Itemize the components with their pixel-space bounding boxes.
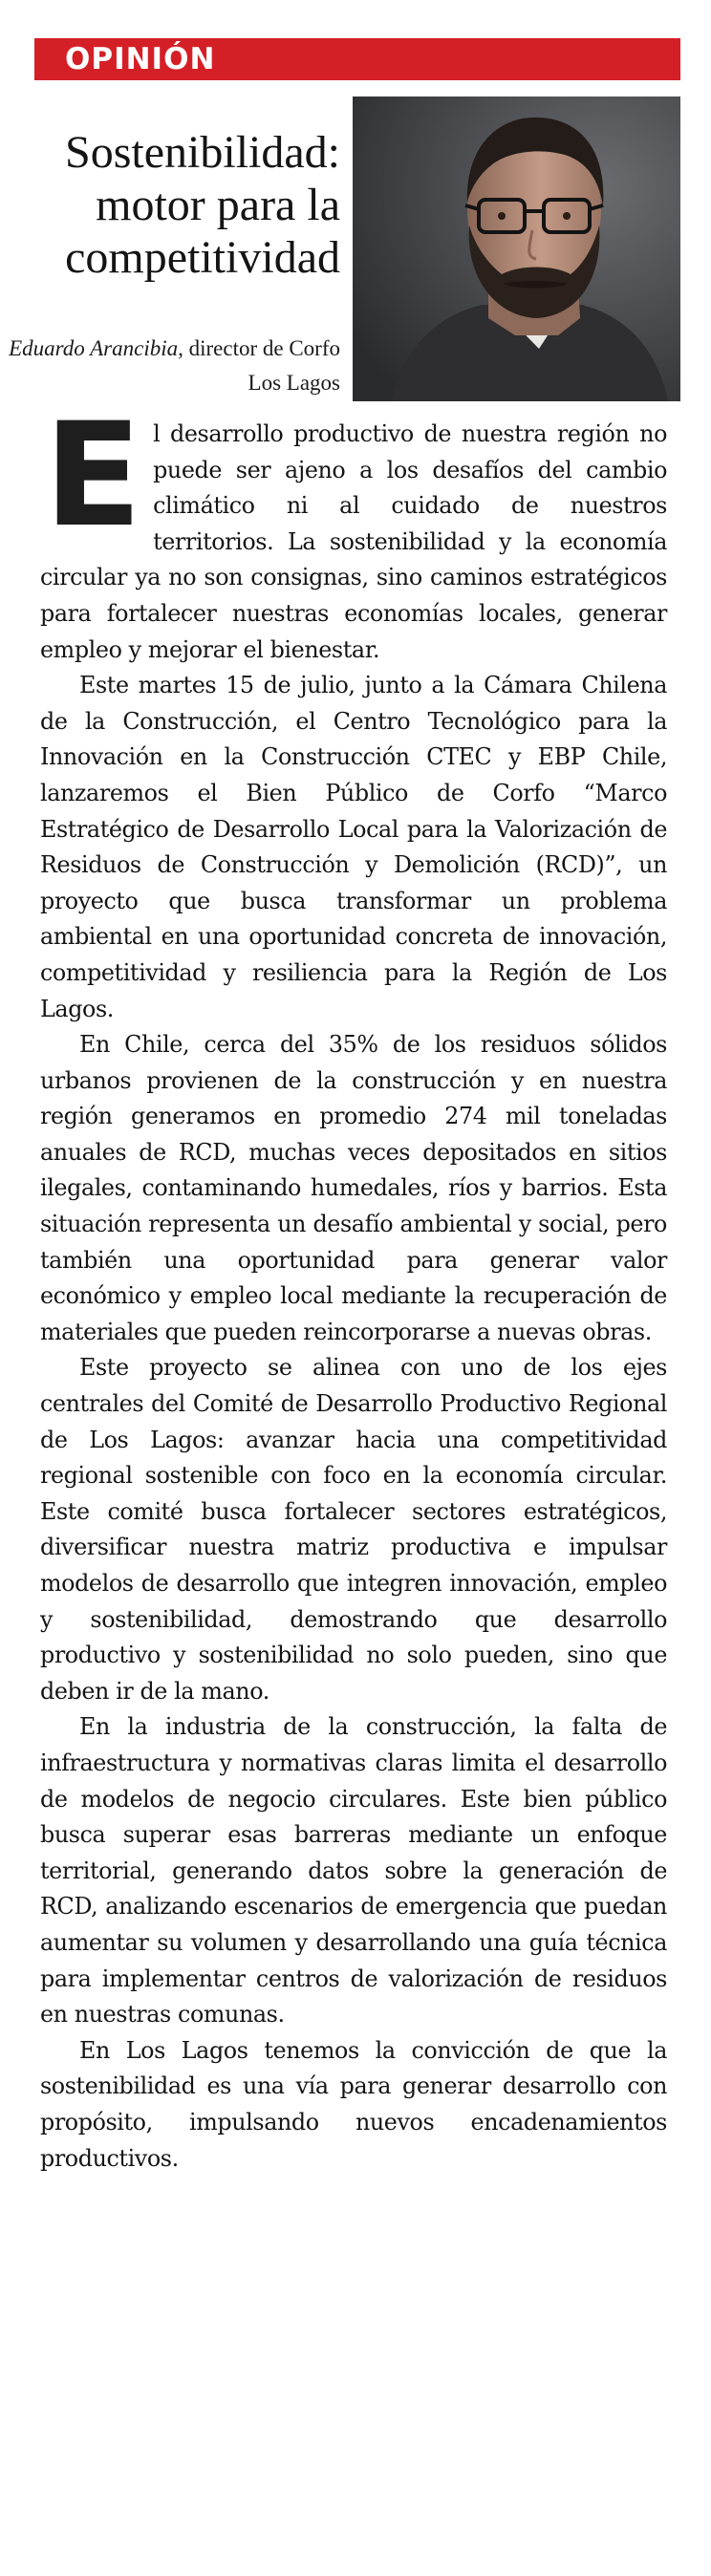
author-photo [353,97,680,401]
lead-paragraph [40,393,667,668]
author-name: Eduardo Arancibia, [9,336,183,360]
drop-cap: E [44,393,142,559]
author-role: director de Corfo Los Lagos [183,336,340,395]
body-paragraph: Este martes 15 de julio, junto a la Cámara Chilena de la Construcción, el Centro Tecnológico para la Innovación en la Construcción CTEC y EBP Chile, lanzaremos el Bien Público de Corfo “Marco Estratégico de Desarrollo Local para la Valorización de Residuos de Construcción y Demolición (RCD)”, un proyecto que busca transformar un problema ambiental en una oportunidad concreta de innovación, competitividad y resiliencia para la Región de Los Lagos. [40,672,667,1022]
body-paragraph: En Chile, cerca del 35% de los residuos sólidos urbanos provienen de la construcción y en nuestra región generamos en promedio 274 mil toneladas anuales de RCD, muchas veces depositados en sitios ilegales, contaminando humedales, ríos y barrios. Esta situación representa un desafío ambiental y social, pero también una oportunidad para generar valor económico y empleo local mediante la recuperación de materiales que pueden reincorporarse a nuevas obras. [40,1031,667,1345]
section-label: OPINIÓN [65,42,216,76]
lead-text: l desarrollo productivo de nuestra región no puede ser ajeno a los desafíos del cambio climático ni al cuidado de nuestros territorios. La sostenibilidad y la economía circular ya no son consignas, sino caminos estratégicos para fortalecer nuestras economías locales, generar empleo y mejorar el bienestar. [40,420,667,663]
byline [0,332,340,400]
section-header [34,38,680,80]
article-headline: Sostenibilidad: motor para la competitividad [65,127,340,283]
article-body [40,393,667,2177]
body-paragraph: En la industria de la construcción, la falta de infraestructura y normativas claras limita el desarrollo de modelos de negocio circulares. Este bien público busca superar esas barreras mediante un enfoque territorial, generando datos sobre la generación de RCD, analizando escenarios de emergencia que puedan aumentar su volumen y desarrollando una guía técnica para implementar centros de valorización de residuos en nuestras comunas. [40,1713,667,2029]
body-paragraph: En Los Lagos tenemos la convicción de que la sostenibilidad es una vía para generar desarrollo con propósito, impulsando nuevos encadenamientos productivos. [40,2036,667,2172]
body-paragraph: Este proyecto se alinea con uno de los ejes centrales del Comité de Desarrollo Productivo Regional de Los Lagos: avanzar hacia una competitividad regional sostenible con foco en la economía circular. Este comité busca fortalecer sectores estratégicos, diversificar nuestra matriz productiva e impulsar modelos de desarrollo que integren innovación, empleo y sostenibilidad, demostrando que desarrollo productivo y sostenibilidad no solo pueden, sino que deben ir de la mano. [40,1354,667,1705]
